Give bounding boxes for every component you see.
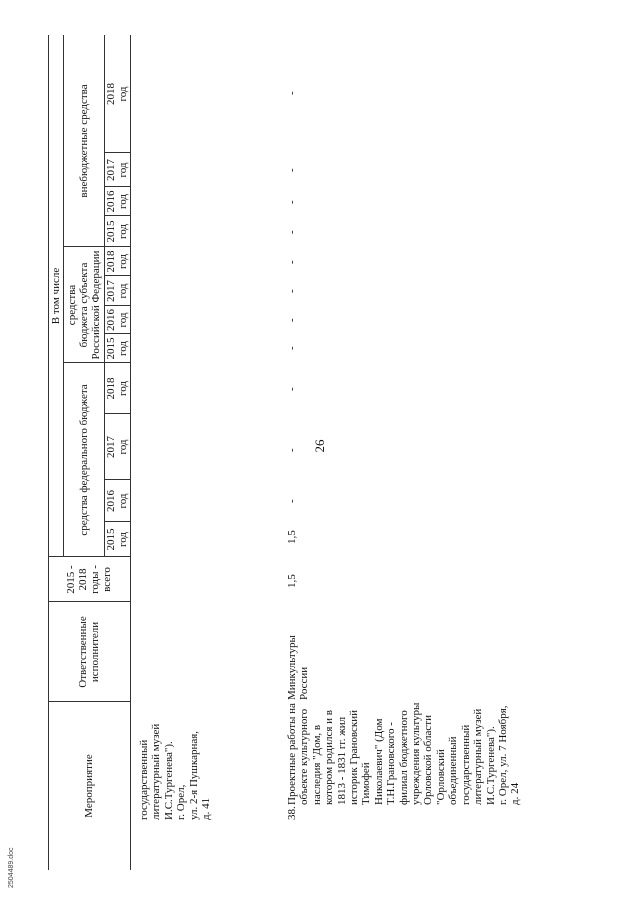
year-fed-2015: 2015 год [105, 528, 129, 551]
row-total: 1,5 [286, 574, 298, 588]
header-federal: средства федерального бюджета [77, 384, 90, 536]
year-ext-2015: 2015 год [105, 220, 129, 243]
header-total-years: 2015 - 2018 годы - всего [65, 565, 113, 594]
row-reg-2016: - [286, 318, 298, 322]
row-responsible: Минкультуры России [286, 635, 311, 700]
year-ext-2017: 2017 год [105, 159, 129, 181]
year-reg-2018: 2018 год [105, 250, 129, 273]
year-reg-2016: 2016 год [105, 309, 129, 331]
year-fed-2016: 2016 год [105, 490, 129, 512]
row-event: Проектные работы на объекте культурного наследия "Дом, в котором родился и в 1813 - 1831 гг. жил историк Грановский Тимофей Николаевич" (Дом Т.Н.Грановского - филиал бюджетного учреждения культуры Орловской области "Орловский объединенный государственный литературный музей И.С.Тургенева"). г. Орел, ул. 7 Ноября, д. 24 [286, 702, 522, 805]
document-table [48, 30, 608, 870]
header-bottom-rule [130, 35, 131, 870]
year-ext-2018: 2018 год [105, 83, 129, 105]
row-ext-2018: - [286, 91, 298, 95]
continuation-text: государственный литературный музей И.С.Тургенева"). г. Орел, ул. 2-я Пушкарная, д. 41 [138, 723, 213, 820]
header-responsible: Ответственные исполнители [77, 616, 101, 688]
row-reg-2018: - [286, 260, 298, 264]
year-ext-2016: 2016 год [105, 190, 129, 213]
page-number: 26 [312, 439, 327, 453]
year-reg-2017: 2017 год [105, 280, 129, 302]
year-reg-2015: 2015 год [105, 337, 129, 360]
row-ext-2017: - [286, 168, 298, 172]
row-fed-2016: - [286, 499, 298, 503]
row-fed-2017: - [286, 448, 298, 452]
year-fed-2018: 2018 год [105, 377, 129, 400]
row-fed-2015: 1,5 [286, 530, 298, 544]
header-regional: средства бюджета субъекта Российской Федерации [65, 250, 102, 360]
footer-code: 2504489.doc [8, 847, 15, 888]
header-event: Мероприятие [83, 754, 95, 818]
row-number: 38. [286, 806, 298, 820]
row-reg-2015: - [286, 346, 298, 350]
header-extrabudget: внебюджетные средства [77, 84, 90, 198]
row-ext-2016: - [286, 200, 298, 204]
year-fed-2017: 2017 год [105, 436, 129, 458]
row-fed-2018: - [286, 387, 298, 391]
header-including: В том числе [49, 267, 62, 325]
row-ext-2015: - [286, 230, 298, 234]
row-reg-2017: - [286, 289, 298, 293]
